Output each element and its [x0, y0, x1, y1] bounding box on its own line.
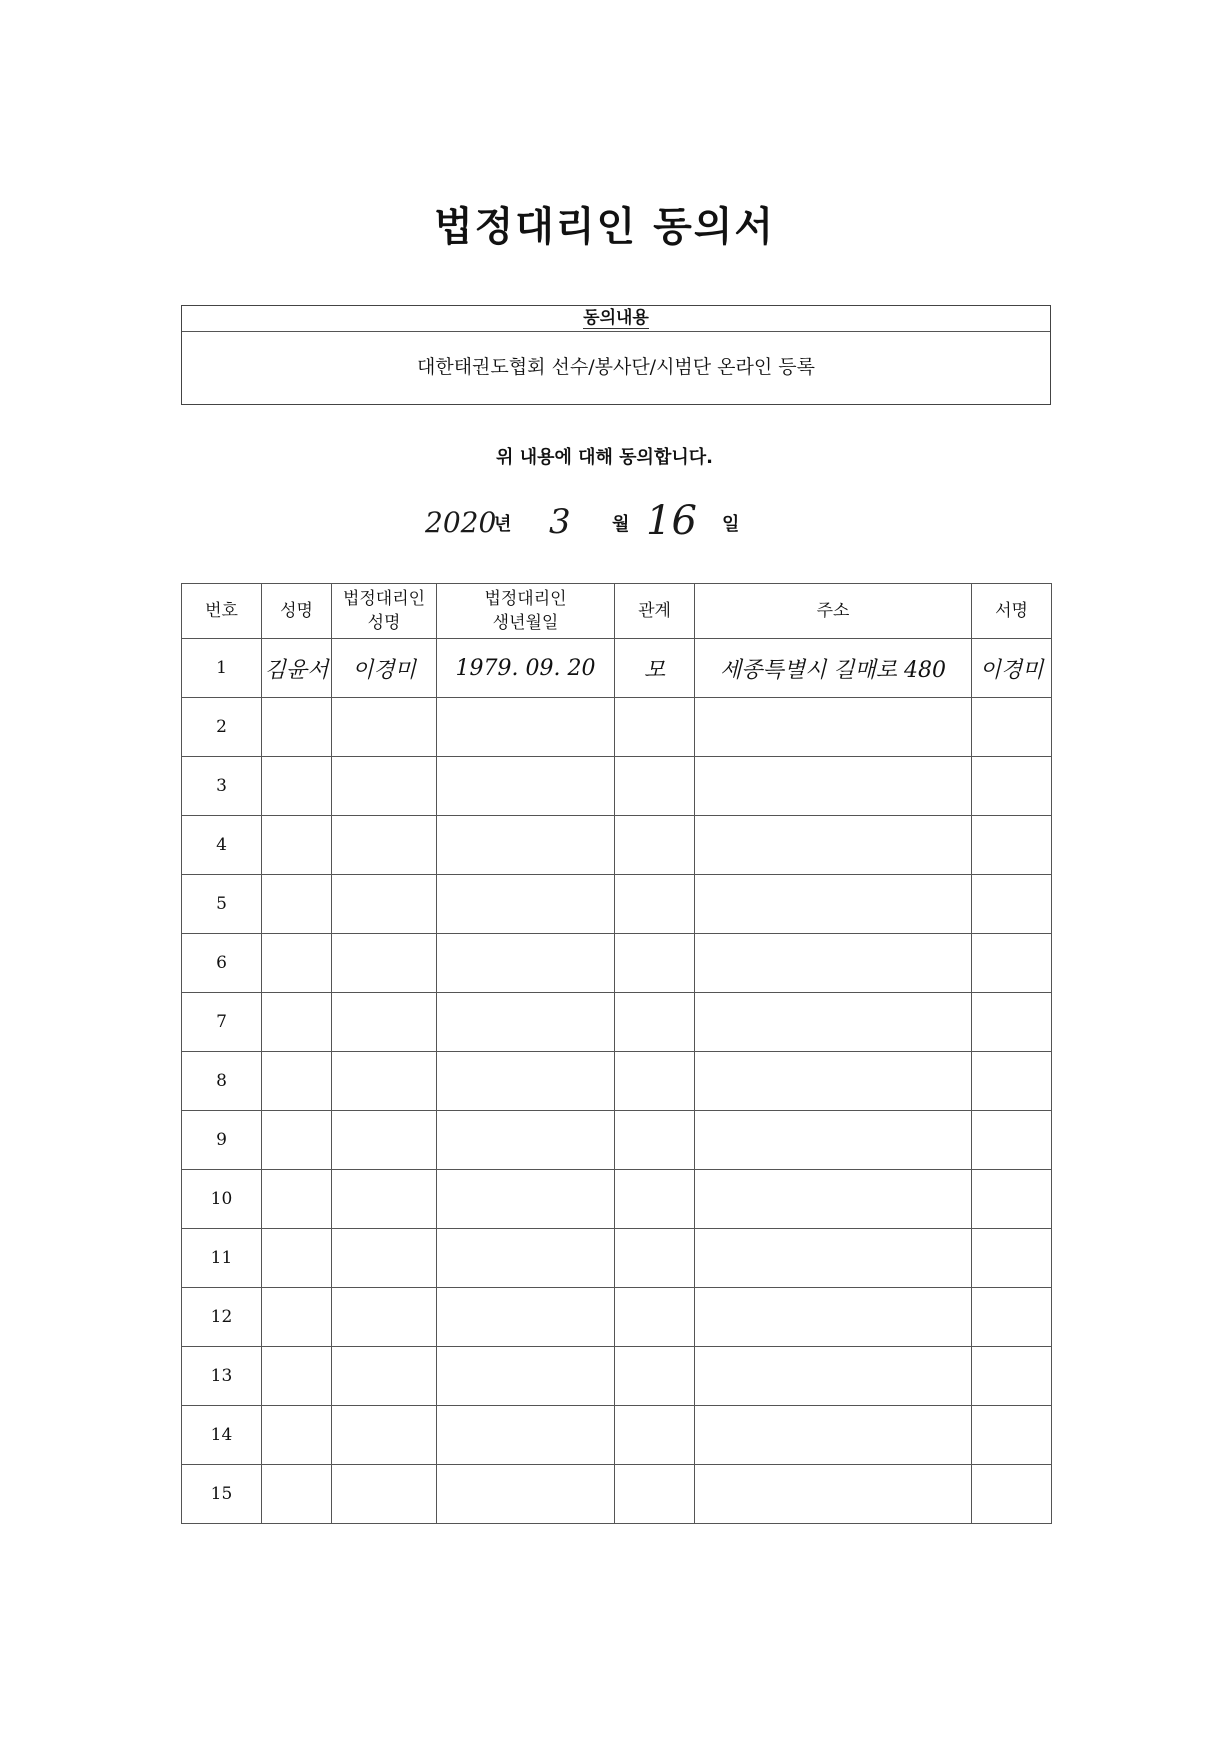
cell-relation — [615, 1229, 695, 1288]
guardian-table — [181, 583, 1052, 1524]
table-row — [182, 816, 1052, 875]
consent-content: 대한태권도협회 선수/봉사단/시범단 온라인 등록 — [416, 356, 815, 378]
cell-relation — [615, 1347, 695, 1406]
cell-no: 4 — [182, 816, 262, 875]
cell-signature — [972, 757, 1052, 816]
cell-relation — [615, 1288, 695, 1347]
cell-name: 김윤서 — [262, 639, 332, 698]
cell-guardian-birth — [437, 1229, 615, 1288]
cell-guardian-name — [332, 1052, 437, 1111]
cell-guardian-name — [332, 816, 437, 875]
header-name: 성명 — [262, 584, 332, 639]
header-guardian-name — [332, 584, 437, 639]
cell-guardian-birth — [437, 1288, 615, 1347]
table-row — [182, 757, 1052, 816]
date-month-label: 월 — [612, 514, 630, 535]
cell-signature — [972, 875, 1052, 934]
cell-guardian-birth — [437, 1465, 615, 1524]
cell-guardian-name — [332, 875, 437, 934]
cell-no: 14 — [182, 1406, 262, 1465]
cell-relation — [615, 1052, 695, 1111]
cell-no: 7 — [182, 993, 262, 1052]
cell-guardian-name — [332, 1170, 437, 1229]
cell-name — [262, 1347, 332, 1406]
cell-guardian-birth — [437, 1406, 615, 1465]
cell-address — [695, 757, 972, 816]
cell-signature: 이경미 — [972, 639, 1052, 698]
cell-address — [695, 1288, 972, 1347]
table-row — [182, 934, 1052, 993]
cell-relation — [615, 934, 695, 993]
consent-header-label: 동의내용 — [583, 308, 649, 328]
date-month: 3 — [549, 502, 571, 542]
cell-no: 12 — [182, 1288, 262, 1347]
consent-box — [181, 305, 1051, 405]
cell-no: 1 — [182, 639, 262, 698]
cell-guardian-name — [332, 1347, 437, 1406]
cell-name — [262, 1465, 332, 1524]
cell-name — [262, 757, 332, 816]
cell-name — [262, 993, 332, 1052]
cell-guardian-birth — [437, 816, 615, 875]
table-row — [182, 993, 1052, 1052]
cell-address — [695, 1111, 972, 1170]
cell-relation — [615, 757, 695, 816]
table-row — [182, 639, 1052, 698]
cell-name — [262, 1229, 332, 1288]
cell-address: 세종특별시 길매로 480 — [695, 639, 972, 698]
table-row — [182, 1406, 1052, 1465]
cell-relation — [615, 1465, 695, 1524]
cell-address — [695, 1406, 972, 1465]
cell-no: 3 — [182, 757, 262, 816]
cell-signature — [972, 1465, 1052, 1524]
cell-address — [695, 1229, 972, 1288]
cell-signature — [972, 1170, 1052, 1229]
cell-relation — [615, 993, 695, 1052]
cell-relation — [615, 1111, 695, 1170]
cell-no: 13 — [182, 1347, 262, 1406]
cell-name — [262, 1052, 332, 1111]
cell-no: 5 — [182, 875, 262, 934]
cell-relation — [615, 816, 695, 875]
cell-guardian-name — [332, 1111, 437, 1170]
table-row — [182, 1052, 1052, 1111]
header-guardian-name-line1: 법정대리인 — [342, 589, 426, 609]
header-guardian-name-line2: 성명 — [367, 613, 401, 633]
cell-guardian-birth — [437, 757, 615, 816]
date-day-label: 일 — [722, 514, 740, 535]
cell-guardian-name: 이경미 — [332, 639, 437, 698]
cell-address — [695, 1052, 972, 1111]
cell-guardian-name — [332, 1229, 437, 1288]
cell-relation — [615, 698, 695, 757]
cell-address — [695, 934, 972, 993]
cell-guardian-birth — [437, 698, 615, 757]
cell-guardian-name — [332, 993, 437, 1052]
cell-no: 2 — [182, 698, 262, 757]
cell-relation — [615, 1406, 695, 1465]
cell-signature — [972, 993, 1052, 1052]
consent-header — [182, 306, 1050, 332]
cell-address — [695, 1465, 972, 1524]
cell-relation: 모 — [615, 639, 695, 698]
cell-no: 9 — [182, 1111, 262, 1170]
cell-signature — [972, 934, 1052, 993]
date-year: 2020 — [425, 506, 497, 539]
cell-name — [262, 1170, 332, 1229]
table-row — [182, 1170, 1052, 1229]
header-address: 주소 — [695, 584, 972, 639]
table-row — [182, 1111, 1052, 1170]
cell-guardian-birth — [437, 1111, 615, 1170]
cell-name — [262, 816, 332, 875]
cell-relation — [615, 1170, 695, 1229]
cell-guardian-name — [332, 757, 437, 816]
cell-guardian-birth — [437, 993, 615, 1052]
cell-name — [262, 1406, 332, 1465]
cell-guardian-name — [332, 1406, 437, 1465]
cell-address — [695, 1347, 972, 1406]
cell-address — [695, 875, 972, 934]
cell-signature — [972, 1111, 1052, 1170]
table-row — [182, 1347, 1052, 1406]
cell-name — [262, 1288, 332, 1347]
cell-signature — [972, 1052, 1052, 1111]
cell-no: 6 — [182, 934, 262, 993]
cell-no: 15 — [182, 1465, 262, 1524]
date-line — [0, 500, 1209, 550]
cell-guardian-birth: 1979. 09. 20 — [437, 639, 615, 698]
cell-name — [262, 934, 332, 993]
cell-guardian-name — [332, 698, 437, 757]
date-year-label: 년 — [494, 514, 512, 535]
cell-no: 8 — [182, 1052, 262, 1111]
cell-address — [695, 698, 972, 757]
cell-name — [262, 875, 332, 934]
cell-address — [695, 993, 972, 1052]
cell-name — [262, 698, 332, 757]
cell-guardian-birth — [437, 934, 615, 993]
cell-guardian-birth — [437, 875, 615, 934]
date-day: 16 — [646, 498, 697, 544]
cell-no: 11 — [182, 1229, 262, 1288]
header-guardian-birth-line1: 법정대리인 — [484, 589, 567, 609]
cell-signature — [972, 1288, 1052, 1347]
table-row — [182, 698, 1052, 757]
cell-guardian-birth — [437, 1170, 615, 1229]
cell-no: 10 — [182, 1170, 262, 1229]
table-row — [182, 1465, 1052, 1524]
table-row — [182, 875, 1052, 934]
table-row — [182, 1288, 1052, 1347]
cell-signature — [972, 698, 1052, 757]
cell-signature — [972, 1406, 1052, 1465]
cell-guardian-birth — [437, 1347, 615, 1406]
agree-statement: 위 내용에 대해 동의합니다. — [496, 447, 713, 468]
cell-address — [695, 1170, 972, 1229]
cell-guardian-name — [332, 1465, 437, 1524]
cell-guardian-birth — [437, 1052, 615, 1111]
cell-guardian-name — [332, 934, 437, 993]
cell-guardian-name — [332, 1288, 437, 1347]
document-title: 법정대리인 동의서 — [433, 204, 776, 250]
cell-name — [262, 1111, 332, 1170]
table-header-row — [182, 584, 1052, 639]
cell-signature — [972, 1347, 1052, 1406]
cell-relation — [615, 875, 695, 934]
cell-address — [695, 816, 972, 875]
cell-signature — [972, 1229, 1052, 1288]
header-guardian-birth-line2: 생년월일 — [492, 613, 559, 633]
cell-signature — [972, 816, 1052, 875]
header-signature: 서명 — [972, 584, 1052, 639]
header-no: 번호 — [182, 584, 262, 639]
header-relation: 관계 — [615, 584, 695, 639]
table-row — [182, 1229, 1052, 1288]
header-guardian-birth — [437, 584, 615, 639]
